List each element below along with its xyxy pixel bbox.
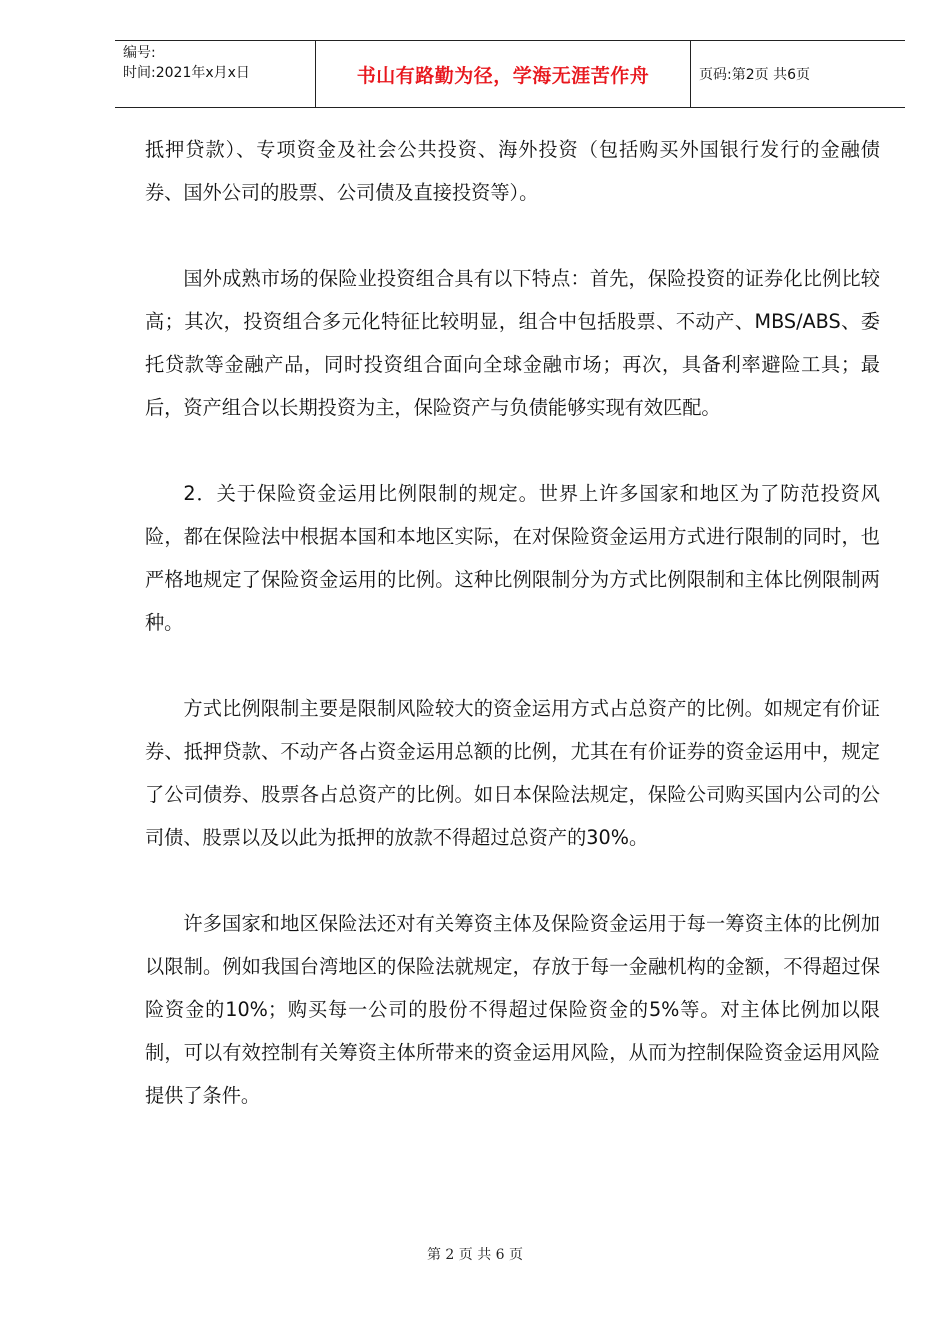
paragraph-ratio-rules: 2．关于保险资金运用比例限制的规定。世界上许多国家和地区为了防范投资风险，都在保险法中根据本国和本地区实际，在对保险资金运用方式进行限制的同时，也严格地规定了保险资金运用的比例。这种比例限制分为方式比例限制和主体比例限制两种。 bbox=[145, 482, 880, 634]
paragraph-continuation: 抵押贷款）、专项资金及社会公共投资、海外投资（包括购买外国银行发行的金融债券、国外公司的股票、公司债及直接投资等）。 bbox=[145, 138, 880, 204]
page-header bbox=[115, 40, 905, 108]
document-number-label: 编号: bbox=[123, 45, 156, 61]
document-body bbox=[145, 128, 880, 1160]
header-motto: 书山有路勤为径，学海无涯苦作舟 bbox=[316, 41, 691, 107]
header-page-info: 页码:第2页 共6页 bbox=[699, 67, 810, 83]
paragraph-subject-ratio: 许多国家和地区保险法还对有关筹资主体及保险资金运用于每一筹资主体的比例加以限制。例如我国台湾地区的保险法就规定，存放于每一金融机构的金额，不得超过保险资金的10%；购买每一公司的股份不得超过保险资金的5%等。对主体比例加以限制，可以有效控制有关筹资主体所带来的资金运用风险，从而为控制保险资金运用风险提供了条件。 bbox=[145, 912, 880, 1107]
page-footer: 第 2 页 共 6 页 bbox=[426, 1247, 524, 1263]
paragraph-method-ratio: 方式比例限制主要是限制风险较大的资金运用方式占总资产的比例。如规定有价证券、抵押贷款、不动产各占资金运用总额的比例，尤其在有价证券的资金运用中，规定了公司债券、股票各占总资产的比例。如日本保险法规定，保险公司购买国内公司的公司债、股票以及以此为抵押的放款不得超过总资产的30%。 bbox=[145, 697, 880, 849]
document-time-label: 时间:2021年x月x日 bbox=[123, 65, 250, 81]
header-meta bbox=[115, 41, 316, 107]
paragraph-market-features: 国外成熟市场的保险业投资组合具有以下特点：首先，保险投资的证券化比例比较高；其次，投资组合多元化特征比较明显，组合中包括股票、不动产、MBS/ABS、委托贷款等金融产品，同时投资组合面向全球金融市场；再次，具备利率避险工具；最后，资产组合以长期投资为主，保险资产与负债能够实现有效匹配。 bbox=[145, 267, 880, 419]
